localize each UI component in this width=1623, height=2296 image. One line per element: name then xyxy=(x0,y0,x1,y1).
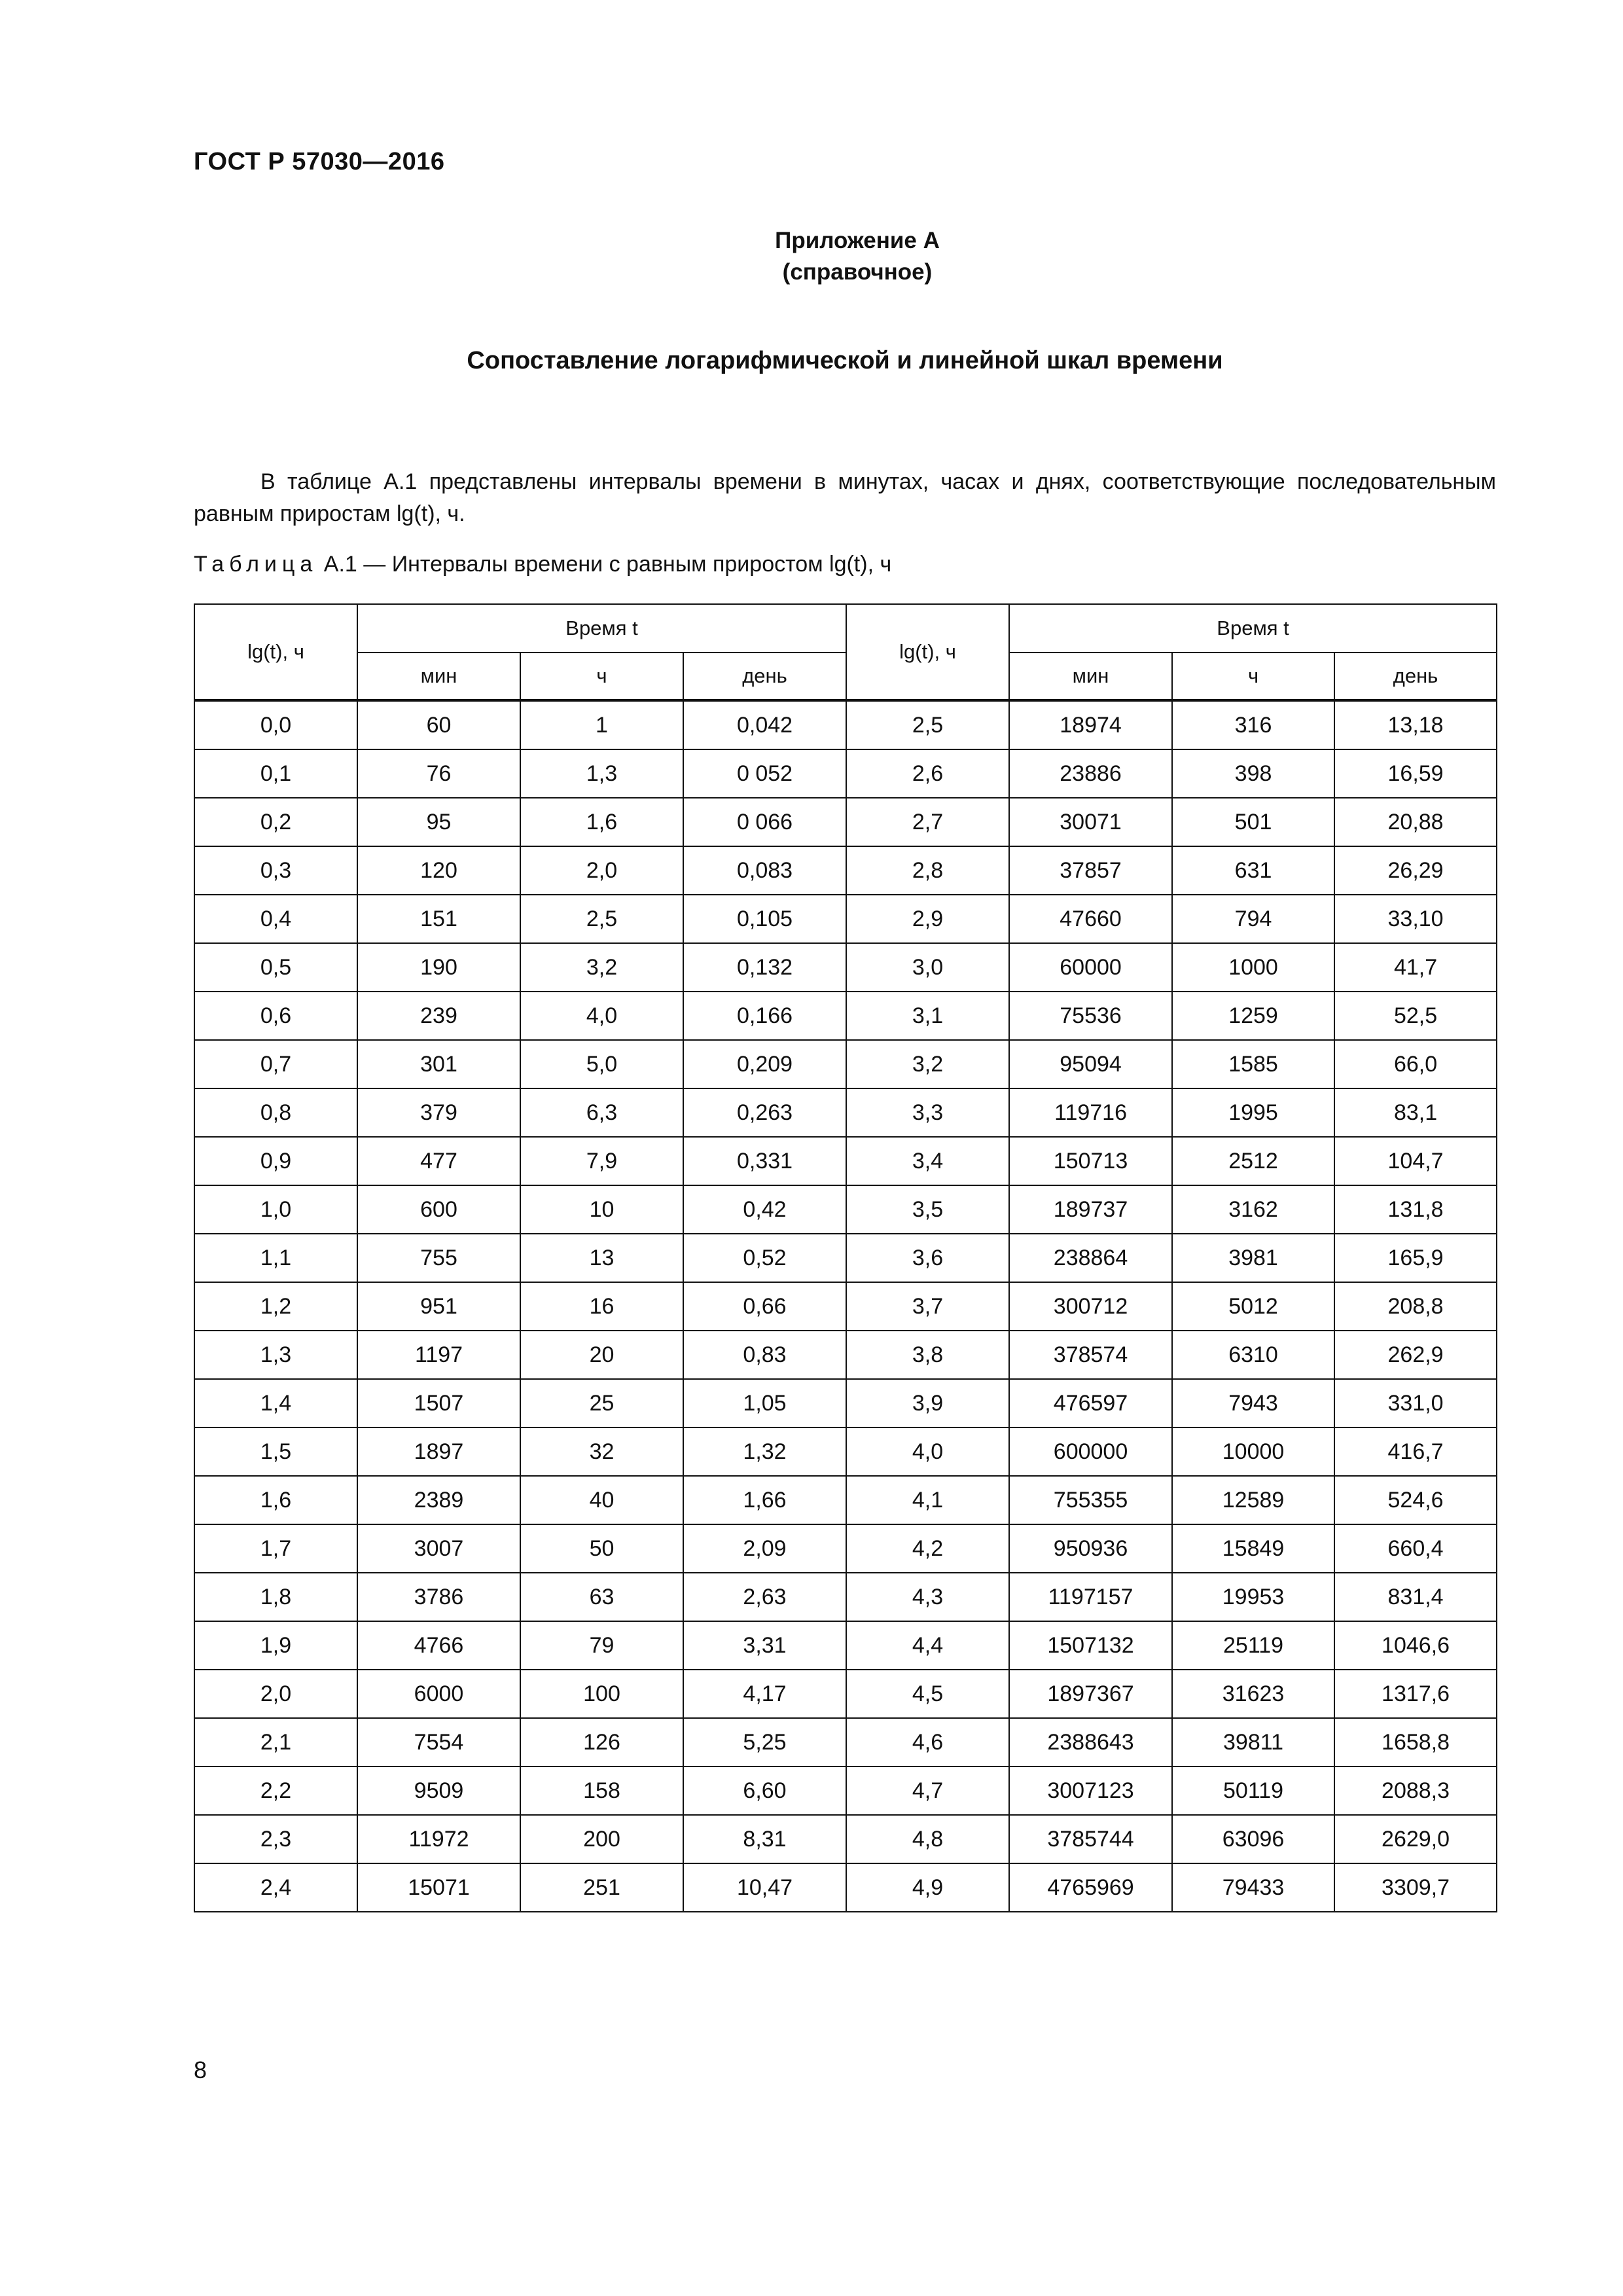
table-row xyxy=(194,1088,1497,1137)
cell-min-right: 30071 xyxy=(1009,798,1172,846)
header-day-left: день xyxy=(683,653,846,700)
cell-lg-right: 3,3 xyxy=(846,1088,1009,1137)
table-caption-label: Таблица xyxy=(194,552,318,577)
cell-lg-right: 2,8 xyxy=(846,846,1009,895)
cell-min-right: 47660 xyxy=(1009,895,1172,943)
annex-title: Сопоставление логарифмической и линейной шкал времени xyxy=(467,347,1223,374)
cell-min-left: 2389 xyxy=(357,1476,520,1524)
cell-h-right: 794 xyxy=(1172,895,1334,943)
cell-h-right: 25119 xyxy=(1172,1621,1334,1670)
cell-h-left: 3,2 xyxy=(520,943,683,992)
cell-day-left: 4,17 xyxy=(683,1670,846,1718)
cell-min-left: 15071 xyxy=(357,1863,520,1912)
cell-h-left: 50 xyxy=(520,1524,683,1573)
cell-min-right: 600000 xyxy=(1009,1427,1172,1476)
cell-min-left: 1197 xyxy=(357,1331,520,1379)
header-lg-right: lg(t), ч xyxy=(846,604,1009,700)
cell-lg-right: 4,8 xyxy=(846,1815,1009,1863)
table-row xyxy=(194,1379,1497,1427)
annex-heading xyxy=(694,225,1021,288)
header-day-right: день xyxy=(1334,653,1497,700)
cell-day-left: 0,263 xyxy=(683,1088,846,1137)
cell-day-right: 104,7 xyxy=(1334,1137,1497,1185)
cell-lg-right: 3,0 xyxy=(846,943,1009,992)
cell-h-right: 19953 xyxy=(1172,1573,1334,1621)
cell-lg-right: 3,9 xyxy=(846,1379,1009,1427)
cell-day-right: 3309,7 xyxy=(1334,1863,1497,1912)
cell-min-left: 95 xyxy=(357,798,520,846)
cell-min-right: 4765969 xyxy=(1009,1863,1172,1912)
cell-lg-left: 2,0 xyxy=(194,1670,357,1718)
cell-day-right: 1046,6 xyxy=(1334,1621,1497,1670)
cell-lg-right: 2,5 xyxy=(846,700,1009,749)
cell-min-left: 120 xyxy=(357,846,520,895)
cell-min-right: 60000 xyxy=(1009,943,1172,992)
cell-min-right: 238864 xyxy=(1009,1234,1172,1282)
cell-h-left: 5,0 xyxy=(520,1040,683,1088)
cell-lg-left: 2,2 xyxy=(194,1767,357,1815)
cell-h-right: 10000 xyxy=(1172,1427,1334,1476)
table-caption-text: А.1 — Интервалы времени с равным приростом lg(t), ч xyxy=(323,552,892,577)
table-row xyxy=(194,1427,1497,1476)
cell-h-left: 40 xyxy=(520,1476,683,1524)
cell-day-left: 10,47 xyxy=(683,1863,846,1912)
cell-lg-right: 3,8 xyxy=(846,1331,1009,1379)
cell-h-left: 200 xyxy=(520,1815,683,1863)
cell-h-left: 2,5 xyxy=(520,895,683,943)
cell-h-left: 251 xyxy=(520,1863,683,1912)
intro-paragraph: В таблице А.1 представлены интервалы времени в минутах, часах и днях, соответствующие последовательным равным приростам lg(t), ч. xyxy=(194,469,1496,526)
cell-min-right: 1897367 xyxy=(1009,1670,1172,1718)
cell-h-left: 25 xyxy=(520,1379,683,1427)
cell-h-right: 12589 xyxy=(1172,1476,1334,1524)
cell-day-left: 6,60 xyxy=(683,1767,846,1815)
cell-min-left: 76 xyxy=(357,749,520,798)
cell-min-left: 3007 xyxy=(357,1524,520,1573)
table-row xyxy=(194,1234,1497,1282)
cell-h-right: 79433 xyxy=(1172,1863,1334,1912)
cell-lg-left: 2,4 xyxy=(194,1863,357,1912)
header-min-right: мин xyxy=(1009,653,1172,700)
cell-day-right: 2088,3 xyxy=(1334,1767,1497,1815)
cell-day-left: 3,31 xyxy=(683,1621,846,1670)
cell-lg-right: 2,7 xyxy=(846,798,1009,846)
cell-lg-left: 1,4 xyxy=(194,1379,357,1427)
cell-day-left: 0,52 xyxy=(683,1234,846,1282)
cell-day-right: 416,7 xyxy=(1334,1427,1497,1476)
cell-lg-left: 1,5 xyxy=(194,1427,357,1476)
table-row xyxy=(194,1621,1497,1670)
cell-lg-left: 1,6 xyxy=(194,1476,357,1524)
cell-h-left: 20 xyxy=(520,1331,683,1379)
table-row xyxy=(194,1476,1497,1524)
cell-min-left: 951 xyxy=(357,1282,520,1331)
cell-h-left: 6,3 xyxy=(520,1088,683,1137)
table-row xyxy=(194,700,1497,749)
cell-lg-left: 1,0 xyxy=(194,1185,357,1234)
cell-h-right: 501 xyxy=(1172,798,1334,846)
cell-day-left: 0 052 xyxy=(683,749,846,798)
cell-h-left: 7,9 xyxy=(520,1137,683,1185)
cell-lg-left: 0,7 xyxy=(194,1040,357,1088)
cell-lg-left: 0,8 xyxy=(194,1088,357,1137)
cell-day-left: 0,42 xyxy=(683,1185,846,1234)
table-row xyxy=(194,1185,1497,1234)
cell-min-left: 11972 xyxy=(357,1815,520,1863)
cell-min-left: 9509 xyxy=(357,1767,520,1815)
cell-day-right: 208,8 xyxy=(1334,1282,1497,1331)
cell-day-left: 1,05 xyxy=(683,1379,846,1427)
cell-h-right: 15849 xyxy=(1172,1524,1334,1573)
cell-h-right: 1000 xyxy=(1172,943,1334,992)
cell-day-right: 831,4 xyxy=(1334,1573,1497,1621)
cell-h-left: 1 xyxy=(520,700,683,749)
cell-day-left: 0,66 xyxy=(683,1282,846,1331)
cell-lg-right: 4,3 xyxy=(846,1573,1009,1621)
cell-day-left: 0,042 xyxy=(683,700,846,749)
cell-min-left: 151 xyxy=(357,895,520,943)
cell-min-right: 476597 xyxy=(1009,1379,1172,1427)
table-row xyxy=(194,895,1497,943)
cell-lg-left: 0,5 xyxy=(194,943,357,992)
cell-lg-right: 2,9 xyxy=(846,895,1009,943)
cell-day-right: 165,9 xyxy=(1334,1234,1497,1282)
cell-h-right: 1585 xyxy=(1172,1040,1334,1088)
table-row xyxy=(194,1331,1497,1379)
cell-h-right: 5012 xyxy=(1172,1282,1334,1331)
cell-h-left: 158 xyxy=(520,1767,683,1815)
cell-min-right: 189737 xyxy=(1009,1185,1172,1234)
cell-h-left: 1,6 xyxy=(520,798,683,846)
cell-day-right: 20,88 xyxy=(1334,798,1497,846)
header-time-right: Время t xyxy=(1009,604,1497,653)
cell-h-left: 32 xyxy=(520,1427,683,1476)
cell-day-left: 2,09 xyxy=(683,1524,846,1573)
cell-h-left: 100 xyxy=(520,1670,683,1718)
cell-lg-left: 1,1 xyxy=(194,1234,357,1282)
cell-lg-right: 4,4 xyxy=(846,1621,1009,1670)
cell-h-right: 398 xyxy=(1172,749,1334,798)
table-row xyxy=(194,846,1497,895)
cell-lg-right: 4,5 xyxy=(846,1670,1009,1718)
table-row xyxy=(194,1040,1497,1088)
cell-min-left: 755 xyxy=(357,1234,520,1282)
table-row xyxy=(194,943,1497,992)
cell-lg-left: 0,9 xyxy=(194,1137,357,1185)
cell-day-left: 8,31 xyxy=(683,1815,846,1863)
cell-h-right: 63096 xyxy=(1172,1815,1334,1863)
cell-day-right: 52,5 xyxy=(1334,992,1497,1040)
cell-day-left: 0,331 xyxy=(683,1137,846,1185)
cell-h-right: 3162 xyxy=(1172,1185,1334,1234)
cell-min-left: 3786 xyxy=(357,1573,520,1621)
cell-min-left: 190 xyxy=(357,943,520,992)
cell-lg-right: 4,2 xyxy=(846,1524,1009,1573)
cell-min-left: 60 xyxy=(357,700,520,749)
cell-h-right: 7943 xyxy=(1172,1379,1334,1427)
cell-day-right: 26,29 xyxy=(1334,846,1497,895)
cell-lg-left: 0,6 xyxy=(194,992,357,1040)
cell-day-left: 0,166 xyxy=(683,992,846,1040)
cell-h-left: 1,3 xyxy=(520,749,683,798)
cell-day-right: 1317,6 xyxy=(1334,1670,1497,1718)
cell-lg-left: 1,2 xyxy=(194,1282,357,1331)
cell-lg-right: 3,6 xyxy=(846,1234,1009,1282)
cell-day-left: 0,083 xyxy=(683,846,846,895)
cell-day-right: 660,4 xyxy=(1334,1524,1497,1573)
cell-lg-right: 4,6 xyxy=(846,1718,1009,1767)
cell-day-right: 1658,8 xyxy=(1334,1718,1497,1767)
cell-h-right: 3981 xyxy=(1172,1234,1334,1282)
cell-lg-left: 1,8 xyxy=(194,1573,357,1621)
cell-min-right: 1507132 xyxy=(1009,1621,1172,1670)
cell-day-right: 524,6 xyxy=(1334,1476,1497,1524)
table-caption xyxy=(194,552,891,577)
cell-h-right: 39811 xyxy=(1172,1718,1334,1767)
cell-h-left: 2,0 xyxy=(520,846,683,895)
cell-h-right: 6310 xyxy=(1172,1331,1334,1379)
table-row xyxy=(194,1524,1497,1573)
cell-lg-left: 1,9 xyxy=(194,1621,357,1670)
cell-day-right: 83,1 xyxy=(1334,1088,1497,1137)
cell-h-right: 2512 xyxy=(1172,1137,1334,1185)
cell-day-left: 5,25 xyxy=(683,1718,846,1767)
header-lg-left: lg(t), ч xyxy=(194,604,357,700)
cell-h-right: 31623 xyxy=(1172,1670,1334,1718)
cell-h-right: 1995 xyxy=(1172,1088,1334,1137)
cell-lg-right: 4,1 xyxy=(846,1476,1009,1524)
cell-lg-right: 3,4 xyxy=(846,1137,1009,1185)
cell-lg-right: 4,0 xyxy=(846,1427,1009,1476)
document-code: ГОСТ Р 57030—2016 xyxy=(194,148,445,175)
cell-day-left: 0,105 xyxy=(683,895,846,943)
cell-min-right: 18974 xyxy=(1009,700,1172,749)
cell-min-right: 3007123 xyxy=(1009,1767,1172,1815)
cell-min-right: 2388643 xyxy=(1009,1718,1172,1767)
table-row xyxy=(194,1573,1497,1621)
cell-lg-left: 0,3 xyxy=(194,846,357,895)
cell-h-left: 16 xyxy=(520,1282,683,1331)
cell-min-right: 755355 xyxy=(1009,1476,1172,1524)
table-body xyxy=(194,700,1497,1912)
cell-lg-right: 3,7 xyxy=(846,1282,1009,1331)
cell-day-right: 41,7 xyxy=(1334,943,1497,992)
table-row xyxy=(194,1767,1497,1815)
annex-label: Приложение А xyxy=(775,228,940,253)
cell-min-left: 1897 xyxy=(357,1427,520,1476)
cell-lg-left: 0,1 xyxy=(194,749,357,798)
cell-min-left: 239 xyxy=(357,992,520,1040)
cell-day-right: 262,9 xyxy=(1334,1331,1497,1379)
annex-type: (справочное) xyxy=(782,259,933,285)
header-min-left: мин xyxy=(357,653,520,700)
cell-min-left: 4766 xyxy=(357,1621,520,1670)
table-row xyxy=(194,1815,1497,1863)
cell-min-left: 301 xyxy=(357,1040,520,1088)
cell-lg-right: 2,6 xyxy=(846,749,1009,798)
table-row xyxy=(194,1282,1497,1331)
cell-min-right: 150713 xyxy=(1009,1137,1172,1185)
cell-min-right: 1197157 xyxy=(1009,1573,1172,1621)
cell-day-right: 16,59 xyxy=(1334,749,1497,798)
cell-lg-right: 3,5 xyxy=(846,1185,1009,1234)
table-row xyxy=(194,1718,1497,1767)
cell-h-right: 631 xyxy=(1172,846,1334,895)
cell-min-right: 300712 xyxy=(1009,1282,1172,1331)
cell-lg-left: 0,2 xyxy=(194,798,357,846)
page-number: 8 xyxy=(194,2056,207,2083)
table-row xyxy=(194,1863,1497,1912)
cell-day-left: 0,132 xyxy=(683,943,846,992)
table-row xyxy=(194,749,1497,798)
cell-min-left: 7554 xyxy=(357,1718,520,1767)
cell-lg-left: 1,3 xyxy=(194,1331,357,1379)
cell-day-left: 2,63 xyxy=(683,1573,846,1621)
cell-min-right: 23886 xyxy=(1009,749,1172,798)
time-intervals-table xyxy=(194,603,1497,1912)
cell-h-left: 126 xyxy=(520,1718,683,1767)
cell-lg-left: 2,1 xyxy=(194,1718,357,1767)
cell-h-right: 316 xyxy=(1172,700,1334,749)
cell-h-left: 4,0 xyxy=(520,992,683,1040)
cell-day-right: 33,10 xyxy=(1334,895,1497,943)
cell-lg-right: 4,7 xyxy=(846,1767,1009,1815)
cell-day-left: 0 066 xyxy=(683,798,846,846)
cell-lg-right: 3,2 xyxy=(846,1040,1009,1088)
header-h-right: ч xyxy=(1172,653,1334,700)
cell-day-right: 131,8 xyxy=(1334,1185,1497,1234)
cell-min-right: 75536 xyxy=(1009,992,1172,1040)
cell-lg-left: 0,4 xyxy=(194,895,357,943)
table-row xyxy=(194,1670,1497,1718)
cell-h-left: 13 xyxy=(520,1234,683,1282)
cell-min-right: 950936 xyxy=(1009,1524,1172,1573)
cell-lg-right: 3,1 xyxy=(846,992,1009,1040)
cell-day-right: 13,18 xyxy=(1334,700,1497,749)
cell-lg-right: 4,9 xyxy=(846,1863,1009,1912)
cell-min-right: 378574 xyxy=(1009,1331,1172,1379)
cell-min-left: 600 xyxy=(357,1185,520,1234)
cell-lg-left: 1,7 xyxy=(194,1524,357,1573)
cell-min-right: 95094 xyxy=(1009,1040,1172,1088)
cell-h-left: 63 xyxy=(520,1573,683,1621)
cell-min-left: 477 xyxy=(357,1137,520,1185)
cell-day-right: 2629,0 xyxy=(1334,1815,1497,1863)
cell-lg-left: 0,0 xyxy=(194,700,357,749)
cell-min-right: 3785744 xyxy=(1009,1815,1172,1863)
cell-day-left: 1,32 xyxy=(683,1427,846,1476)
cell-h-left: 10 xyxy=(520,1185,683,1234)
cell-day-left: 0,209 xyxy=(683,1040,846,1088)
header-h-left: ч xyxy=(520,653,683,700)
header-time-left: Время t xyxy=(357,604,846,653)
cell-h-left: 79 xyxy=(520,1621,683,1670)
cell-day-left: 1,66 xyxy=(683,1476,846,1524)
cell-day-left: 0,83 xyxy=(683,1331,846,1379)
table-row xyxy=(194,1137,1497,1185)
cell-min-right: 37857 xyxy=(1009,846,1172,895)
cell-min-left: 6000 xyxy=(357,1670,520,1718)
cell-day-right: 66,0 xyxy=(1334,1040,1497,1088)
cell-min-right: 119716 xyxy=(1009,1088,1172,1137)
cell-min-left: 1507 xyxy=(357,1379,520,1427)
cell-h-right: 50119 xyxy=(1172,1767,1334,1815)
cell-day-right: 331,0 xyxy=(1334,1379,1497,1427)
cell-h-right: 1259 xyxy=(1172,992,1334,1040)
table-row xyxy=(194,992,1497,1040)
table-row xyxy=(194,798,1497,846)
cell-min-left: 379 xyxy=(357,1088,520,1137)
cell-lg-left: 2,3 xyxy=(194,1815,357,1863)
